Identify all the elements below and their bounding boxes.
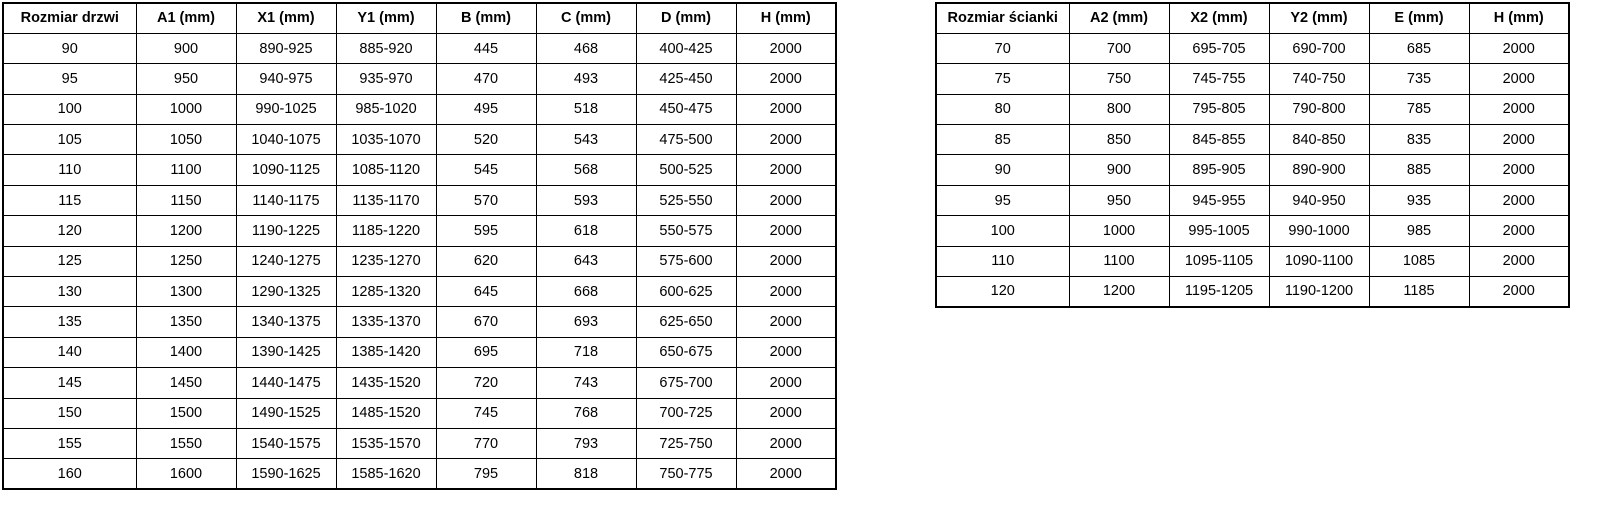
table-row <box>3 216 836 246</box>
table-cell: 1200 <box>136 216 236 246</box>
table-row <box>3 337 836 367</box>
table-cell: 105 <box>3 125 136 155</box>
header-cell: H (mm) <box>1469 3 1569 33</box>
table-cell: 1090-1100 <box>1269 246 1369 276</box>
table-cell: 900 <box>136 33 236 63</box>
table-cell: 1550 <box>136 428 236 458</box>
table-cell: 1050 <box>136 125 236 155</box>
table-cell: 695-705 <box>1169 33 1269 63</box>
table-cell: 940-975 <box>236 64 336 94</box>
table-cell: 2000 <box>736 459 836 489</box>
table-cell: 890-925 <box>236 33 336 63</box>
table-cell: 95 <box>936 185 1069 215</box>
table-cell: 570 <box>436 185 536 215</box>
table-cell: 840-850 <box>1269 125 1369 155</box>
table-cell: 1500 <box>136 398 236 428</box>
table-cell: 2000 <box>736 368 836 398</box>
table-cell: 1190-1225 <box>236 216 336 246</box>
table-cell: 945-955 <box>1169 185 1269 215</box>
table-cell: 668 <box>536 277 636 307</box>
table-cell: 2000 <box>736 33 836 63</box>
header-cell: C (mm) <box>536 3 636 33</box>
table-cell: 2000 <box>1469 185 1569 215</box>
table-cell: 1385-1420 <box>336 337 436 367</box>
table-cell: 685 <box>1369 33 1469 63</box>
table-cell: 1335-1370 <box>336 307 436 337</box>
table-cell: 470 <box>436 64 536 94</box>
table-cell: 2000 <box>736 185 836 215</box>
table-cell: 1140-1175 <box>236 185 336 215</box>
table-cell: 1285-1320 <box>336 277 436 307</box>
header-cell: X2 (mm) <box>1169 3 1269 33</box>
table-cell: 1000 <box>136 94 236 124</box>
table-row <box>3 459 836 489</box>
table-row <box>3 64 836 94</box>
table-cell: 100 <box>3 94 136 124</box>
table-cell: 618 <box>536 216 636 246</box>
table-cell: 768 <box>536 398 636 428</box>
header-cell: Rozmiar ścianki <box>936 3 1069 33</box>
table-cell: 1585-1620 <box>336 459 436 489</box>
table-row <box>3 125 836 155</box>
table-cell: 140 <box>3 337 136 367</box>
table-cell: 1350 <box>136 307 236 337</box>
table-cell: 695 <box>436 337 536 367</box>
table-cell: 835 <box>1369 125 1469 155</box>
table-cell: 85 <box>936 125 1069 155</box>
table-cell: 1235-1270 <box>336 246 436 276</box>
table-cell: 770 <box>436 428 536 458</box>
table-cell: 1400 <box>136 337 236 367</box>
table-cell: 1135-1170 <box>336 185 436 215</box>
table-row <box>3 368 836 398</box>
header-cell: D (mm) <box>636 3 736 33</box>
table-cell: 1095-1105 <box>1169 246 1269 276</box>
table-cell: 450-475 <box>636 94 736 124</box>
table-row <box>936 64 1569 94</box>
table-cell: 795 <box>436 459 536 489</box>
table-cell: 750 <box>1069 64 1169 94</box>
table-cell: 2000 <box>1469 155 1569 185</box>
header-cell: X1 (mm) <box>236 3 336 33</box>
table-row <box>936 216 1569 246</box>
table-cell: 700 <box>1069 33 1169 63</box>
table-cell: 1100 <box>1069 246 1169 276</box>
header-cell: A1 (mm) <box>136 3 236 33</box>
table-cell: 990-1000 <box>1269 216 1369 246</box>
header-cell: E (mm) <box>1369 3 1469 33</box>
table-cell: 568 <box>536 155 636 185</box>
table-cell: 545 <box>436 155 536 185</box>
table-cell: 1150 <box>136 185 236 215</box>
table-cell: 1090-1125 <box>236 155 336 185</box>
table-cell: 690-700 <box>1269 33 1369 63</box>
table-cell: 2000 <box>736 337 836 367</box>
table-row <box>936 94 1569 124</box>
table-cell: 1440-1475 <box>236 368 336 398</box>
table-row <box>3 94 836 124</box>
table-row <box>3 428 836 458</box>
table-cell: 743 <box>536 368 636 398</box>
table-cell: 90 <box>3 33 136 63</box>
table-cell: 575-600 <box>636 246 736 276</box>
table-cell: 900 <box>1069 155 1169 185</box>
table-cell: 2000 <box>1469 246 1569 276</box>
table-cell: 1185-1220 <box>336 216 436 246</box>
table-cell: 2000 <box>736 398 836 428</box>
table-cell: 1390-1425 <box>236 337 336 367</box>
table-cell: 2000 <box>1469 94 1569 124</box>
table-cell: 2000 <box>736 246 836 276</box>
table-cell: 70 <box>936 33 1069 63</box>
table-cell: 135 <box>3 307 136 337</box>
table-row <box>936 277 1569 307</box>
door-sizes-table <box>2 2 837 490</box>
table-cell: 720 <box>436 368 536 398</box>
table-cell: 593 <box>536 185 636 215</box>
table-row <box>3 277 836 307</box>
table-cell: 2000 <box>1469 33 1569 63</box>
table-cell: 885-920 <box>336 33 436 63</box>
table-cell: 985 <box>1369 216 1469 246</box>
table-cell: 2000 <box>736 428 836 458</box>
table-cell: 1535-1570 <box>336 428 436 458</box>
table-cell: 2000 <box>736 155 836 185</box>
table-cell: 800 <box>1069 94 1169 124</box>
table-cell: 2000 <box>1469 125 1569 155</box>
table-cell: 1540-1575 <box>236 428 336 458</box>
header-cell: Y1 (mm) <box>336 3 436 33</box>
table-cell: 790-800 <box>1269 94 1369 124</box>
table-cell: 1195-1205 <box>1169 277 1269 307</box>
table-cell: 100 <box>936 216 1069 246</box>
table-cell: 675-700 <box>636 368 736 398</box>
table-cell: 718 <box>536 337 636 367</box>
header-row <box>936 3 1569 33</box>
table-cell: 1485-1520 <box>336 398 436 428</box>
table-cell: 1085-1120 <box>336 155 436 185</box>
table-row <box>936 246 1569 276</box>
table-cell: 990-1025 <box>236 94 336 124</box>
table-cell: 1290-1325 <box>236 277 336 307</box>
table-cell: 1040-1075 <box>236 125 336 155</box>
table-cell: 2000 <box>736 64 836 94</box>
table-cell: 793 <box>536 428 636 458</box>
table-cell: 1340-1375 <box>236 307 336 337</box>
table-cell: 735 <box>1369 64 1469 94</box>
table-cell: 2000 <box>736 307 836 337</box>
table-cell: 520 <box>436 125 536 155</box>
table-cell: 745-755 <box>1169 64 1269 94</box>
table-cell: 90 <box>936 155 1069 185</box>
table-cell: 160 <box>3 459 136 489</box>
table-cell: 120 <box>3 216 136 246</box>
table-cell: 995-1005 <box>1169 216 1269 246</box>
table-row <box>3 155 836 185</box>
table-cell: 700-725 <box>636 398 736 428</box>
table-cell: 1435-1520 <box>336 368 436 398</box>
table-cell: 115 <box>3 185 136 215</box>
table-cell: 150 <box>3 398 136 428</box>
table-cell: 890-900 <box>1269 155 1369 185</box>
table-cell: 2000 <box>1469 64 1569 94</box>
table-cell: 600-625 <box>636 277 736 307</box>
table-cell: 2000 <box>1469 216 1569 246</box>
table-cell: 155 <box>3 428 136 458</box>
table-row <box>936 125 1569 155</box>
table-cell: 785 <box>1369 94 1469 124</box>
header-cell: H (mm) <box>736 3 836 33</box>
table-row <box>3 33 836 63</box>
table-cell: 1185 <box>1369 277 1469 307</box>
header-cell: Y2 (mm) <box>1269 3 1369 33</box>
table-cell: 643 <box>536 246 636 276</box>
table-cell: 2000 <box>736 125 836 155</box>
table-cell: 725-750 <box>636 428 736 458</box>
table-cell: 595 <box>436 216 536 246</box>
table-cell: 130 <box>3 277 136 307</box>
table-cell: 818 <box>536 459 636 489</box>
table-cell: 940-950 <box>1269 185 1369 215</box>
table-cell: 495 <box>436 94 536 124</box>
table-cell: 110 <box>936 246 1069 276</box>
table-cell: 895-905 <box>1169 155 1269 185</box>
table-cell: 1450 <box>136 368 236 398</box>
table-cell: 2000 <box>1469 277 1569 307</box>
table-cell: 1240-1275 <box>236 246 336 276</box>
header-cell: A2 (mm) <box>1069 3 1169 33</box>
table-cell: 120 <box>936 277 1069 307</box>
table-cell: 1190-1200 <box>1269 277 1369 307</box>
table-cell: 468 <box>536 33 636 63</box>
table-cell: 80 <box>936 94 1069 124</box>
table-cell: 670 <box>436 307 536 337</box>
table-cell: 1100 <box>136 155 236 185</box>
table-cell: 425-450 <box>636 64 736 94</box>
wall-sizes-table <box>935 2 1570 308</box>
table-cell: 543 <box>536 125 636 155</box>
table-cell: 750-775 <box>636 459 736 489</box>
table-cell: 795-805 <box>1169 94 1269 124</box>
table-cell: 95 <box>3 64 136 94</box>
table-cell: 110 <box>3 155 136 185</box>
table-row <box>936 155 1569 185</box>
table-cell: 525-550 <box>636 185 736 215</box>
table-cell: 1085 <box>1369 246 1469 276</box>
table-cell: 625-650 <box>636 307 736 337</box>
header-cell: Rozmiar drzwi <box>3 3 136 33</box>
table-cell: 950 <box>136 64 236 94</box>
table-row <box>936 33 1569 63</box>
table-cell: 935 <box>1369 185 1469 215</box>
table-cell: 145 <box>3 368 136 398</box>
table-cell: 1600 <box>136 459 236 489</box>
header-row <box>3 3 836 33</box>
table-cell: 1035-1070 <box>336 125 436 155</box>
table-cell: 1200 <box>1069 277 1169 307</box>
table-row <box>3 398 836 428</box>
table-row <box>3 185 836 215</box>
table-row <box>3 246 836 276</box>
table-cell: 650-675 <box>636 337 736 367</box>
table-cell: 1000 <box>1069 216 1169 246</box>
table-cell: 1250 <box>136 246 236 276</box>
table-cell: 445 <box>436 33 536 63</box>
table-cell: 845-855 <box>1169 125 1269 155</box>
table-cell: 645 <box>436 277 536 307</box>
table-cell: 620 <box>436 246 536 276</box>
table-cell: 1490-1525 <box>236 398 336 428</box>
table-cell: 1300 <box>136 277 236 307</box>
table-cell: 693 <box>536 307 636 337</box>
table-cell: 550-575 <box>636 216 736 246</box>
table-cell: 2000 <box>736 94 836 124</box>
table-row <box>3 307 836 337</box>
table-cell: 740-750 <box>1269 64 1369 94</box>
table-cell: 745 <box>436 398 536 428</box>
table-cell: 950 <box>1069 185 1169 215</box>
table-cell: 500-525 <box>636 155 736 185</box>
table-cell: 493 <box>536 64 636 94</box>
table-cell: 885 <box>1369 155 1469 185</box>
table-cell: 2000 <box>736 277 836 307</box>
table-cell: 1590-1625 <box>236 459 336 489</box>
table-cell: 2000 <box>736 216 836 246</box>
table-cell: 935-970 <box>336 64 436 94</box>
table-cell: 125 <box>3 246 136 276</box>
table-cell: 518 <box>536 94 636 124</box>
table-cell: 400-425 <box>636 33 736 63</box>
table-cell: 850 <box>1069 125 1169 155</box>
table-row <box>936 185 1569 215</box>
table-cell: 75 <box>936 64 1069 94</box>
table-cell: 985-1020 <box>336 94 436 124</box>
header-cell: B (mm) <box>436 3 536 33</box>
table-cell: 475-500 <box>636 125 736 155</box>
